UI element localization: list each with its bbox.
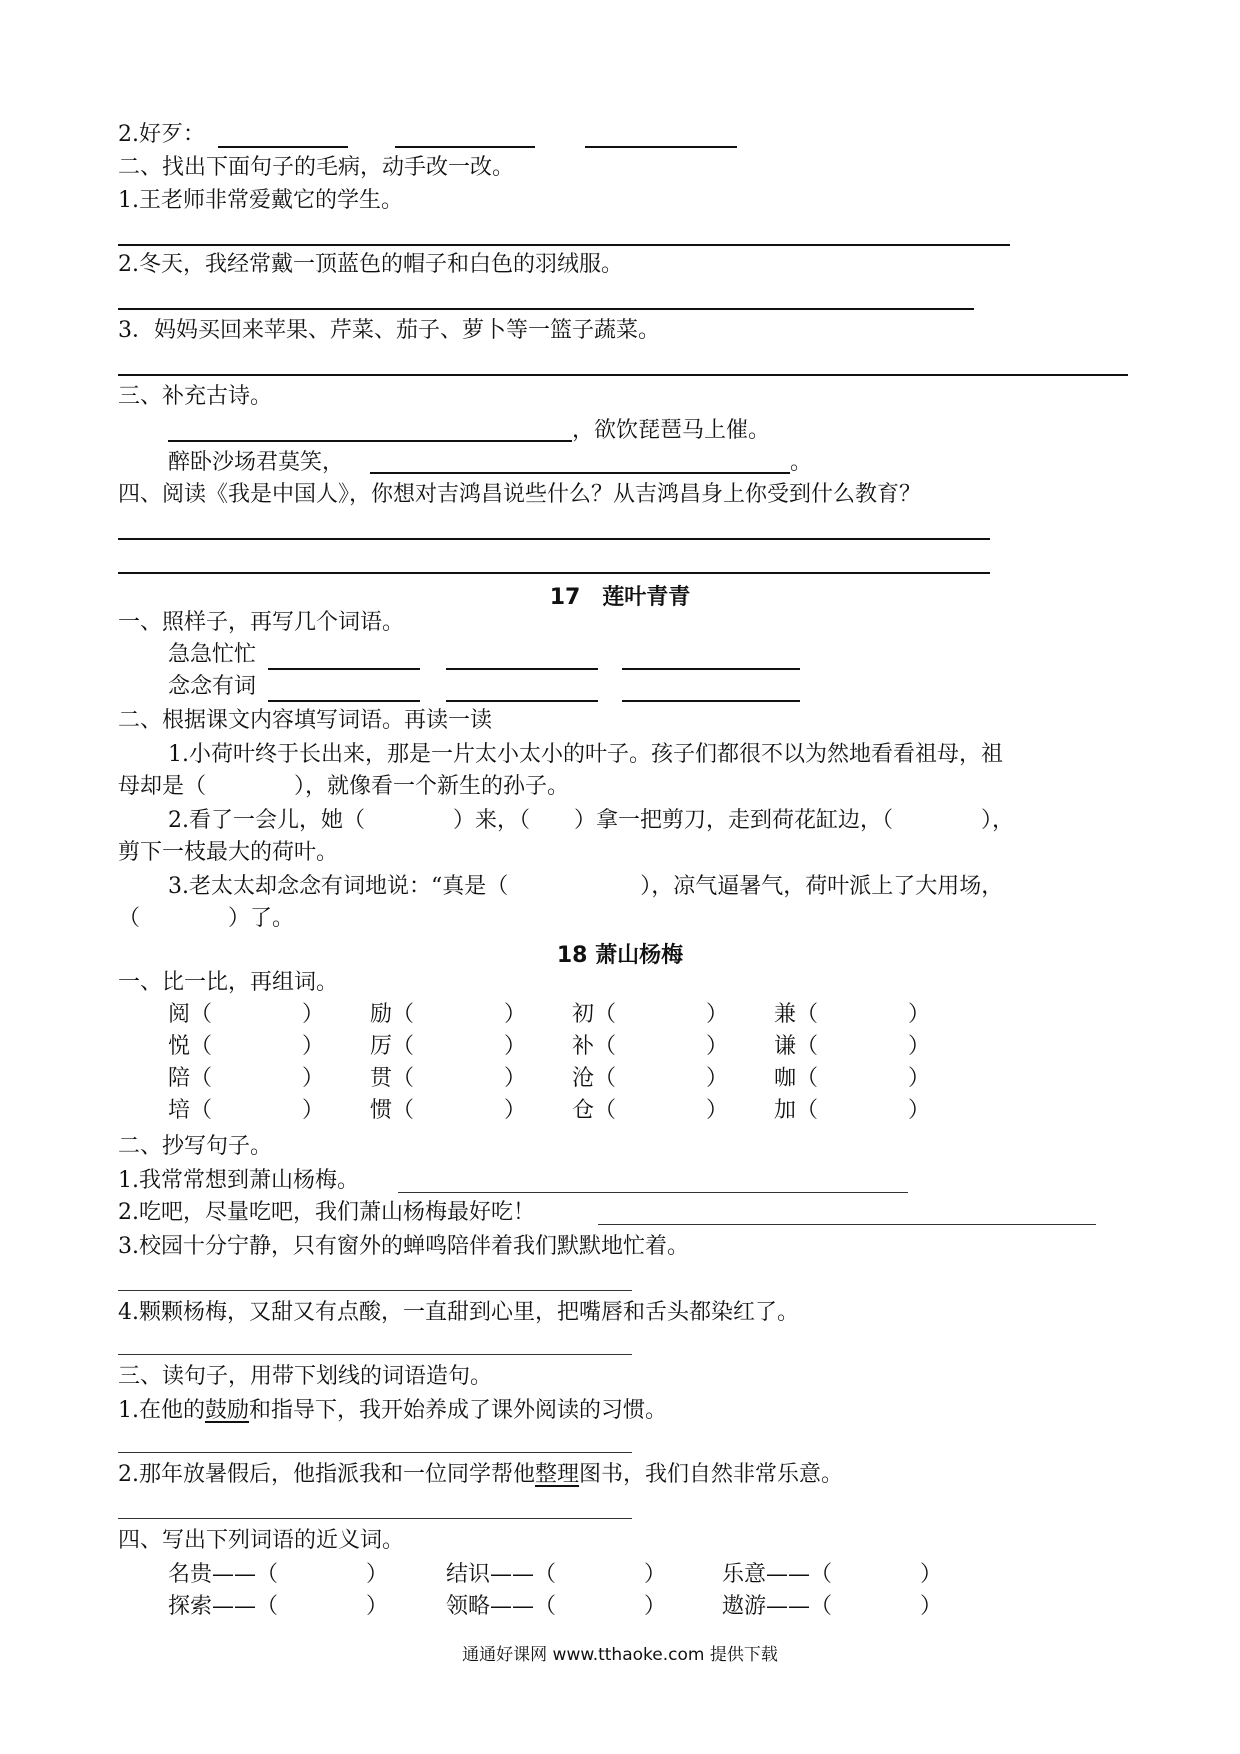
paren-open: （ [190, 1098, 213, 1123]
paren-close: ） [908, 1002, 931, 1027]
paren-open: （ [392, 1002, 415, 1027]
compare-char: 陪 [168, 1066, 191, 1091]
poem-line-1-tail: ，欲饮琵琶马上催。 [572, 418, 771, 443]
paren-close: ） [302, 1066, 325, 1091]
paren-close: ） [706, 1002, 729, 1027]
compare-word-cell[interactable] [168, 1032, 324, 1062]
compare-word-cell[interactable] [572, 1064, 728, 1094]
poem-blank-1[interactable] [168, 440, 572, 442]
example-word-1: 急急忙忙 [168, 642, 257, 667]
paren-open: （ [796, 1034, 819, 1059]
s16-q2-item-1: 1.王老师非常爱戴它的学生。 [118, 188, 403, 213]
compare-char: 培 [168, 1098, 191, 1123]
s17-title: 17 莲叶青青 [549, 585, 691, 610]
copy-sentence-2: 2.吃吧，尽量吃吧，我们萧山杨梅最好吃！ [118, 1200, 535, 1225]
sentence-blank[interactable] [118, 1452, 632, 1453]
underlined-word: 整理 [535, 1462, 580, 1487]
compare-char: 惯 [370, 1098, 393, 1123]
paren-close: ） [706, 1098, 729, 1123]
compare-char: 咖 [774, 1066, 797, 1091]
compare-word-cell[interactable] [168, 1000, 324, 1030]
compare-word-cell[interactable] [572, 1032, 728, 1062]
paren-close: ） [302, 1098, 325, 1123]
example-word-2: 念念有词 [168, 674, 257, 699]
answer-line[interactable] [118, 572, 990, 574]
s17-q2-p2b: 剪下一枝最大的荷叶。 [118, 840, 339, 865]
paren-open: （ [796, 1098, 819, 1123]
s17-q2-p1b: 母却是（ ），就像看一个新生的孙子。 [118, 774, 570, 799]
answer-blank[interactable] [585, 146, 737, 148]
compare-word-cell[interactable] [774, 1064, 930, 1094]
copy-sentence-1: 1.我常常想到萧山杨梅。 [118, 1168, 359, 1193]
word-blank[interactable] [622, 700, 800, 702]
synonym-5: 领略——（ ） [446, 1594, 667, 1619]
compare-char: 贯 [370, 1066, 393, 1091]
answer-blank[interactable] [218, 146, 348, 148]
paren-close: ） [908, 1066, 931, 1091]
synonym-6: 遨游——（ ） [722, 1594, 943, 1619]
compare-char: 仓 [572, 1098, 595, 1123]
paren-close: ） [706, 1034, 729, 1059]
poem-line-2-head: 醉卧沙场君莫笑， [168, 450, 345, 475]
compare-word-cell[interactable] [774, 1032, 930, 1062]
copy-blank[interactable] [118, 1290, 632, 1291]
compare-char: 加 [774, 1098, 797, 1123]
compare-char: 励 [370, 1002, 393, 1027]
word-blank[interactable] [622, 668, 800, 670]
compare-word-cell[interactable] [370, 1096, 526, 1126]
synonym-3: 乐意——（ ） [722, 1562, 943, 1587]
sentence-blank[interactable] [118, 1518, 632, 1519]
paren-open: （ [796, 1066, 819, 1091]
s17-q2-p3a: 3.老太太却念念有词地说：“真是（ ），凉气逼暑气，荷叶派上了大用场， [168, 874, 1004, 899]
compare-char: 初 [572, 1002, 595, 1027]
copy-blank[interactable] [118, 1354, 632, 1355]
answer-line[interactable] [118, 308, 974, 310]
compare-char: 悦 [168, 1034, 191, 1059]
haodai-line [118, 120, 205, 150]
paren-open: （ [594, 1002, 617, 1027]
haodai-label: 2.好歹： [118, 122, 205, 147]
word-blank[interactable] [446, 668, 598, 670]
compare-char: 沧 [572, 1066, 595, 1091]
answer-line[interactable] [118, 374, 1128, 376]
synonym-2: 结识——（ ） [446, 1562, 667, 1587]
s17-q2-title: 二、根据课文内容填写词语。再读一读 [118, 708, 493, 733]
s16-q4-title: 四、阅读《我是中国人》，你想对吉鸿昌说些什么？从吉鸿昌身上你受到什么教育？ [118, 482, 922, 507]
copy-sentence-3: 3.校园十分宁静，只有窗外的蝉鸣陪伴着我们默默地忙着。 [118, 1234, 689, 1259]
paren-close: ） [908, 1034, 931, 1059]
word-blank[interactable] [268, 668, 420, 670]
compare-word-cell[interactable] [572, 1096, 728, 1126]
s16-q3-title: 三、补充古诗。 [118, 384, 273, 409]
compare-word-cell[interactable] [572, 1000, 728, 1030]
answer-blank[interactable] [395, 146, 535, 148]
paren-close: ） [504, 1098, 527, 1123]
make-sentence-1: 1.在他的鼓励和指导下，我开始养成了课外阅读的习惯。 [118, 1398, 668, 1423]
s16-q2-title: 二、找出下面句子的毛病，动手改一改。 [118, 155, 515, 180]
paren-open: （ [190, 1034, 213, 1059]
paren-close: ） [504, 1034, 527, 1059]
synonym-4: 探索——（ ） [168, 1594, 389, 1619]
paren-close: ） [504, 1002, 527, 1027]
compare-word-cell[interactable] [168, 1096, 324, 1126]
answer-line[interactable] [118, 244, 1010, 246]
s18-q2-title: 二、抄写句子。 [118, 1134, 273, 1159]
copy-blank[interactable] [598, 1224, 1096, 1225]
paren-close: ） [908, 1098, 931, 1123]
paren-open: （ [796, 1002, 819, 1027]
underlined-word: 鼓励 [205, 1398, 250, 1423]
paren-open: （ [392, 1098, 415, 1123]
compare-char: 阅 [168, 1002, 191, 1027]
paren-open: （ [392, 1034, 415, 1059]
answer-line[interactable] [118, 538, 990, 540]
compare-char: 补 [572, 1034, 595, 1059]
s18-q4-title: 四、写出下列词语的近义词。 [118, 1528, 405, 1553]
paren-open: （ [594, 1034, 617, 1059]
synonym-1: 名贵——（ ） [168, 1562, 389, 1587]
compare-char: 厉 [370, 1034, 393, 1059]
s18-q1-title: 一、比一比，再组词。 [118, 970, 339, 995]
compare-word-cell[interactable] [774, 1000, 930, 1030]
compare-word-cell[interactable] [370, 1064, 526, 1094]
s18-title: 18 萧山杨梅 [556, 943, 684, 968]
s16-q2-item-2: 2.冬天，我经常戴一顶蓝色的帽子和白色的羽绒服。 [118, 252, 623, 277]
make-sentence-2: 2.那年放暑假后，他指派我和一位同学帮他整理图书，我们自然非常乐意。 [118, 1462, 844, 1487]
paren-close: ） [302, 1034, 325, 1059]
word-blank[interactable] [268, 700, 420, 702]
compare-word-cell[interactable] [774, 1096, 930, 1126]
paren-open: （ [594, 1066, 617, 1091]
paren-close: ） [504, 1066, 527, 1091]
s17-q1-title: 一、照样子，再写几个词语。 [118, 610, 405, 635]
footer-credit: 通通好课网 www.tthaoke.com 提供下载 [462, 1645, 778, 1665]
s17-q2-p2a: 2.看了一会儿，她（ ）来，（ ）拿一把剪刀，走到荷花缸边，（ ）， [168, 808, 1014, 833]
compare-word-cell[interactable] [370, 1032, 526, 1062]
compare-word-cell[interactable] [370, 1000, 526, 1030]
word-blank[interactable] [446, 700, 598, 702]
copy-sentence-4: 4.颗颗杨梅，又甜又有点酸，一直甜到心里，把嘴唇和舌头都染红了。 [118, 1300, 799, 1325]
s16-q2-item-3: 3．妈妈买回来苹果、芹菜、茄子、萝卜等一篮子蔬菜。 [118, 318, 660, 343]
poem-line-2-tail: 。 [790, 450, 813, 475]
compare-char: 兼 [774, 1002, 797, 1027]
s18-q3-title: 三、读句子，用带下划线的词语造句。 [118, 1364, 493, 1389]
paren-close: ） [706, 1066, 729, 1091]
paren-open: （ [190, 1002, 213, 1027]
s17-q2-p3b: （ ）了。 [118, 906, 295, 931]
paren-open: （ [392, 1066, 415, 1091]
poem-blank-2[interactable] [370, 472, 790, 474]
paren-open: （ [190, 1066, 213, 1091]
compare-char: 谦 [774, 1034, 797, 1059]
copy-blank[interactable] [398, 1192, 908, 1193]
s17-q2-p1a: 1.小荷叶终于长出来，那是一片太小太小的叶子。孩子们都很不以为然地看看祖母，祖 [168, 742, 1003, 767]
compare-word-cell[interactable] [168, 1064, 324, 1094]
paren-close: ） [302, 1002, 325, 1027]
paren-open: （ [594, 1098, 617, 1123]
